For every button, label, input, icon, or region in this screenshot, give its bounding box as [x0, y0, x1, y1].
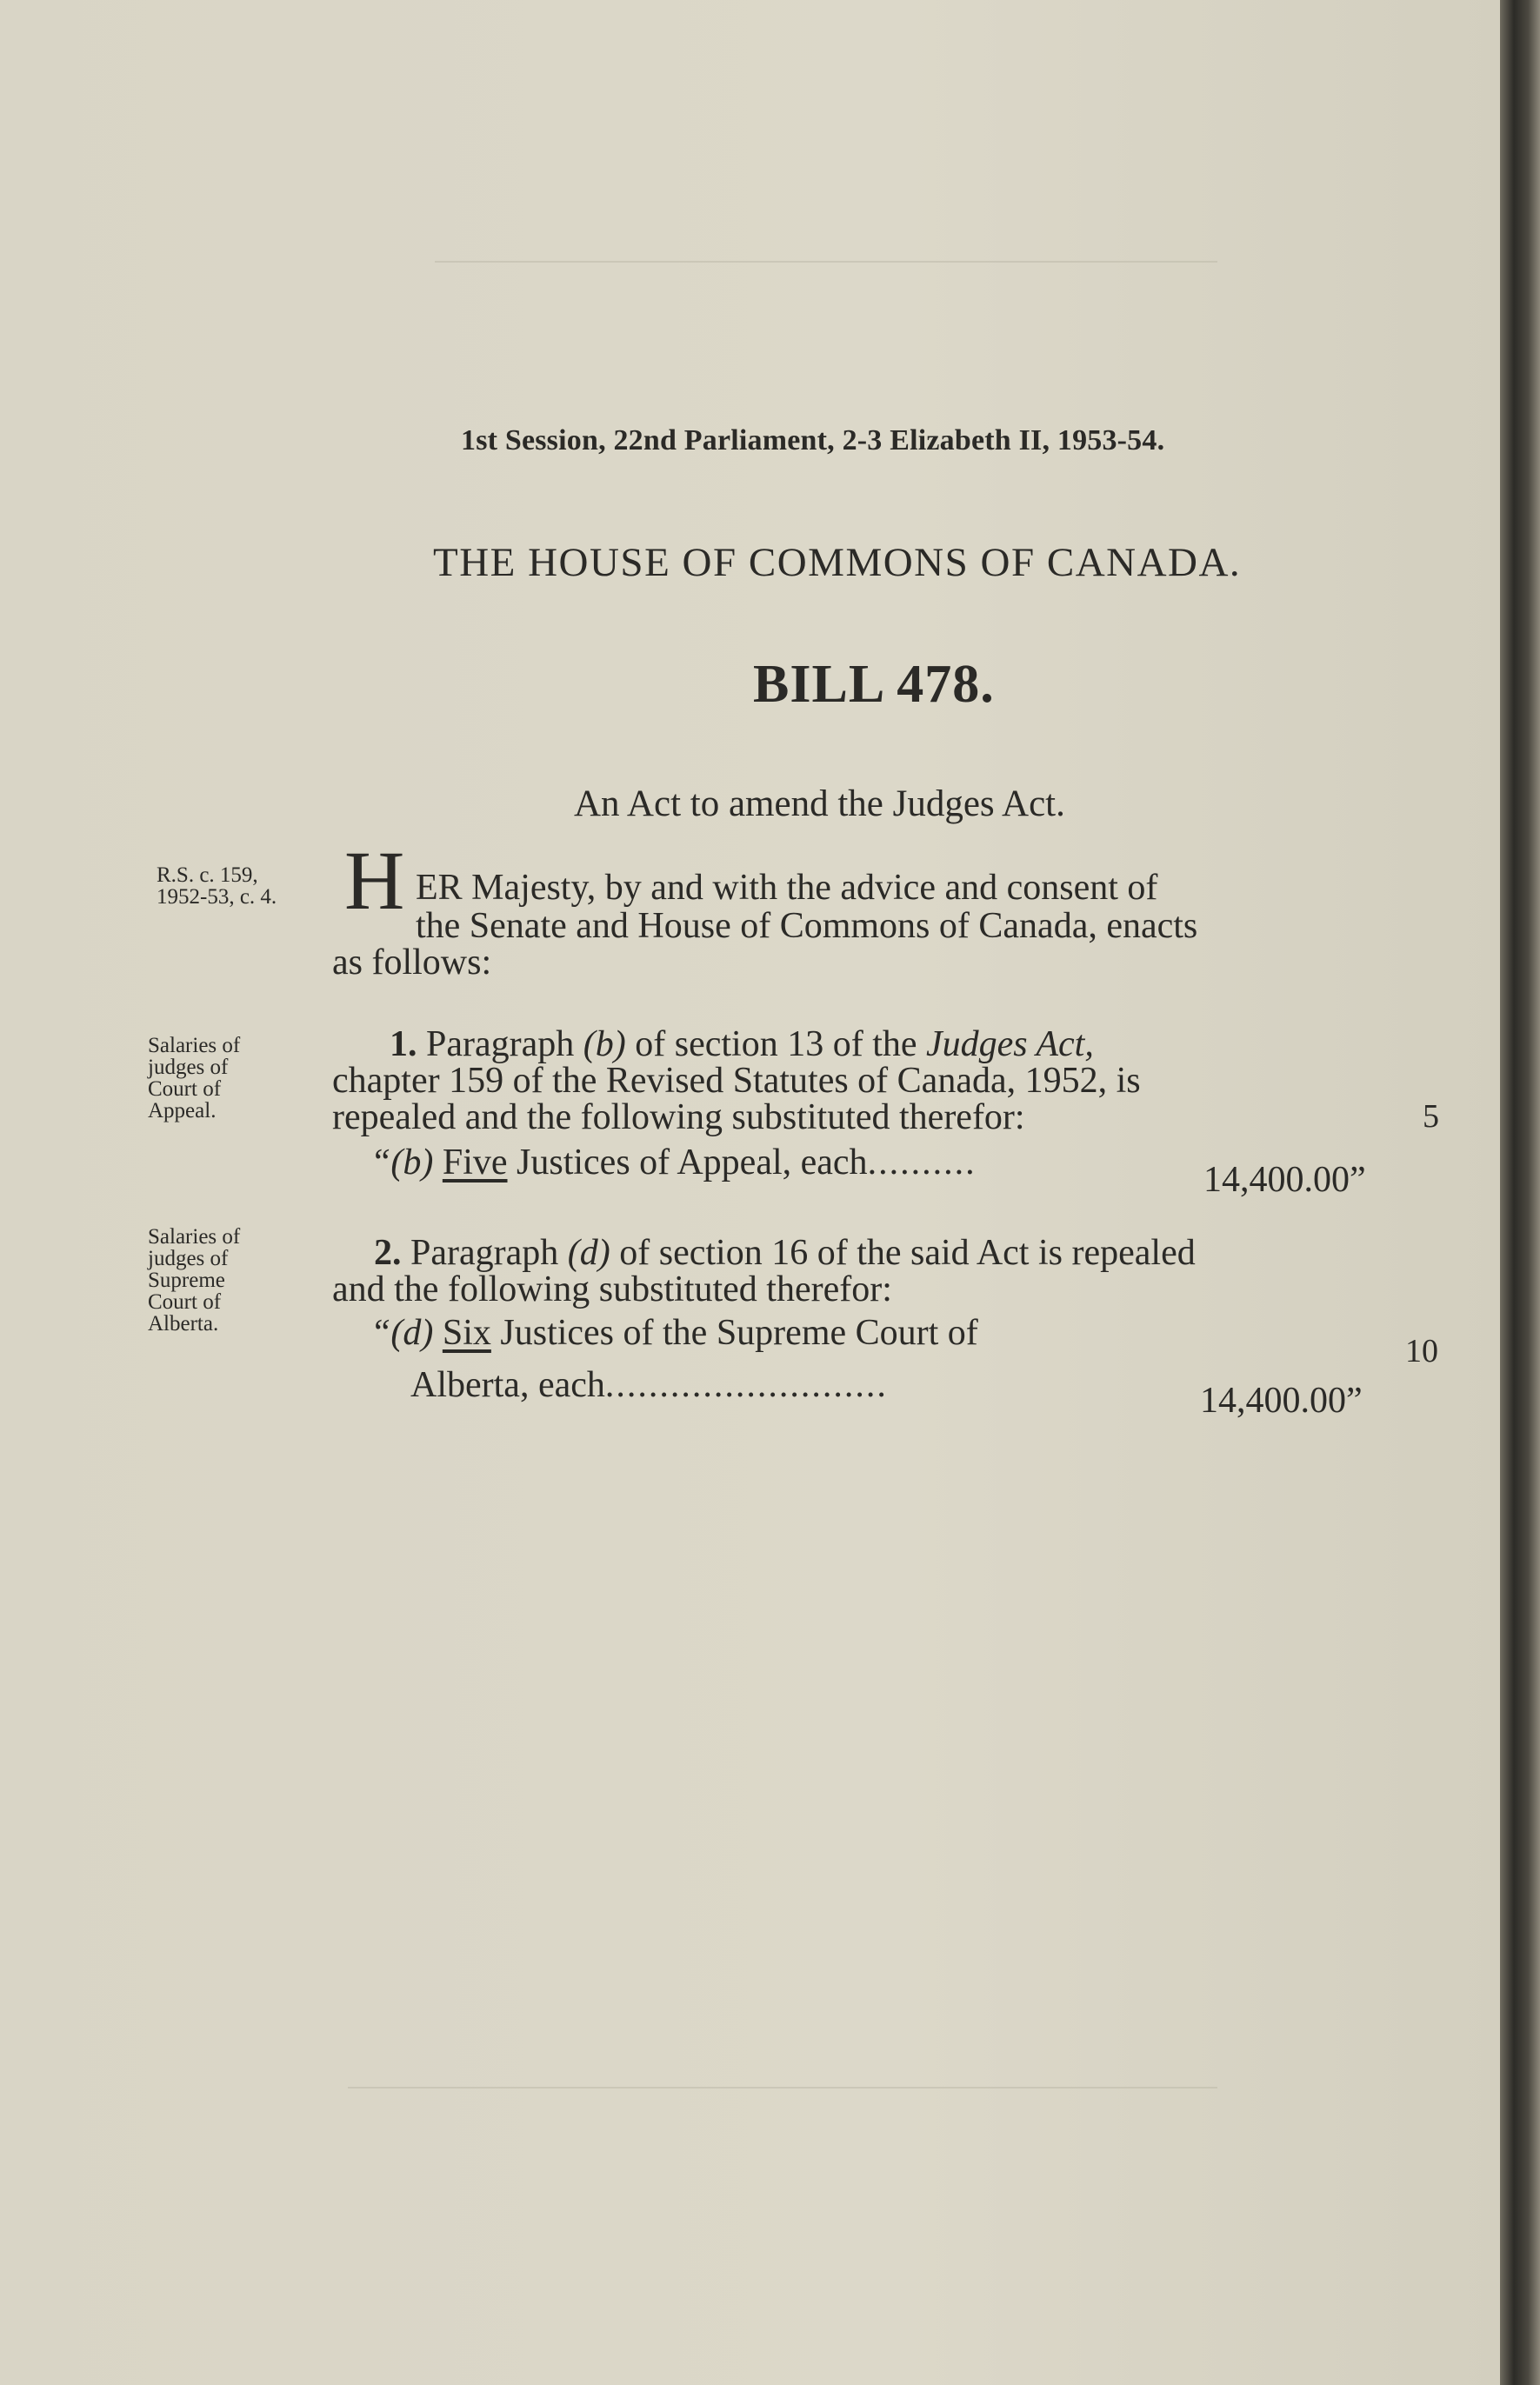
enacting-line-2: the Senate and House of Commons of Canada, enacts	[416, 906, 1198, 946]
margin-note-line: Salaries of	[148, 1034, 241, 1057]
margin-note-reference	[157, 864, 330, 908]
margin-note-salaries-appeal	[148, 1035, 304, 1122]
bill-subtitle: An Act to amend the Judges Act.	[574, 783, 1065, 824]
margin-note-salaries-supreme	[148, 1226, 304, 1335]
quote-paragraph: “(d)	[370, 1313, 434, 1353]
enacting-line-1: ER Majesty, by and with the advice and consent of	[416, 868, 1158, 908]
quote-word: Five	[442, 1143, 508, 1183]
margin-note-line: R.S. c. 159,	[157, 863, 258, 887]
margin-note-line: Salaries of	[148, 1225, 241, 1249]
house-title: THE HOUSE OF COMMONS OF CANADA.	[433, 540, 1242, 585]
margin-note-line: Alberta.	[148, 1312, 219, 1336]
enacting-line-3: as follows:	[332, 943, 492, 983]
quote-word: Six	[442, 1313, 491, 1353]
text-run: of section 16 of the said Act is repealed	[610, 1233, 1196, 1273]
quote-text: Justices of the Supreme Court of	[490, 1313, 978, 1353]
margin-note-line: Appeal.	[148, 1099, 217, 1123]
text-run: Paragraph	[401, 1233, 568, 1273]
section-1-quote	[370, 1144, 977, 1181]
leader-dots: ..........	[867, 1143, 977, 1183]
section-2-quote-line-2	[410, 1367, 888, 1403]
margin-note-line: Supreme	[148, 1269, 225, 1292]
quote-paragraph: “(b)	[370, 1143, 434, 1183]
line-number: 5	[1423, 1098, 1439, 1135]
margin-note-line: judges of	[148, 1247, 229, 1270]
margin-note-line: judges of	[148, 1056, 229, 1079]
text-run: Alberta, each	[410, 1365, 605, 1405]
drop-cap: H	[344, 834, 405, 927]
line-number: 10	[1405, 1333, 1438, 1369]
act-name: Judges Act,	[926, 1024, 1094, 1064]
margin-note-line: Court of	[148, 1290, 222, 1314]
section-2-line-2: and the following substituted therefor:	[332, 1269, 892, 1309]
paragraph-ref: (b)	[583, 1024, 626, 1064]
leader-dots: ..........................	[604, 1365, 888, 1405]
section-number: 1.	[390, 1024, 417, 1064]
paragraph-ref: (d)	[567, 1233, 610, 1273]
text-run: Paragraph	[417, 1024, 583, 1064]
bill-number: BILL 478.	[753, 655, 995, 714]
section-2-quote	[370, 1315, 978, 1351]
binding-edge	[1500, 0, 1540, 2385]
margin-note-line: 1952-53, c. 4.	[157, 885, 277, 909]
section-number: 2.	[374, 1233, 402, 1273]
salary-amount: 14,400.00”	[1200, 1381, 1363, 1421]
show-through-rule	[348, 2087, 1217, 2089]
section-2-line-1	[374, 1235, 1196, 1271]
margin-note-line: Court of	[148, 1077, 222, 1101]
section-1-line-2: chapter 159 of the Revised Statutes of Canada, 1952, is	[332, 1061, 1141, 1101]
salary-amount: 14,400.00”	[1203, 1160, 1366, 1200]
session-line: 1st Session, 22nd Parliament, 2-3 Elizabeth II, 1953-54.	[461, 424, 1165, 456]
section-1-line-1	[390, 1026, 1094, 1063]
section-1-line-3: repealed and the following substituted therefor:	[332, 1097, 1025, 1137]
quote-text: Justices of Appeal, each	[507, 1143, 868, 1183]
show-through-rule	[435, 261, 1217, 263]
text-run: of section 13 of the	[625, 1024, 926, 1064]
